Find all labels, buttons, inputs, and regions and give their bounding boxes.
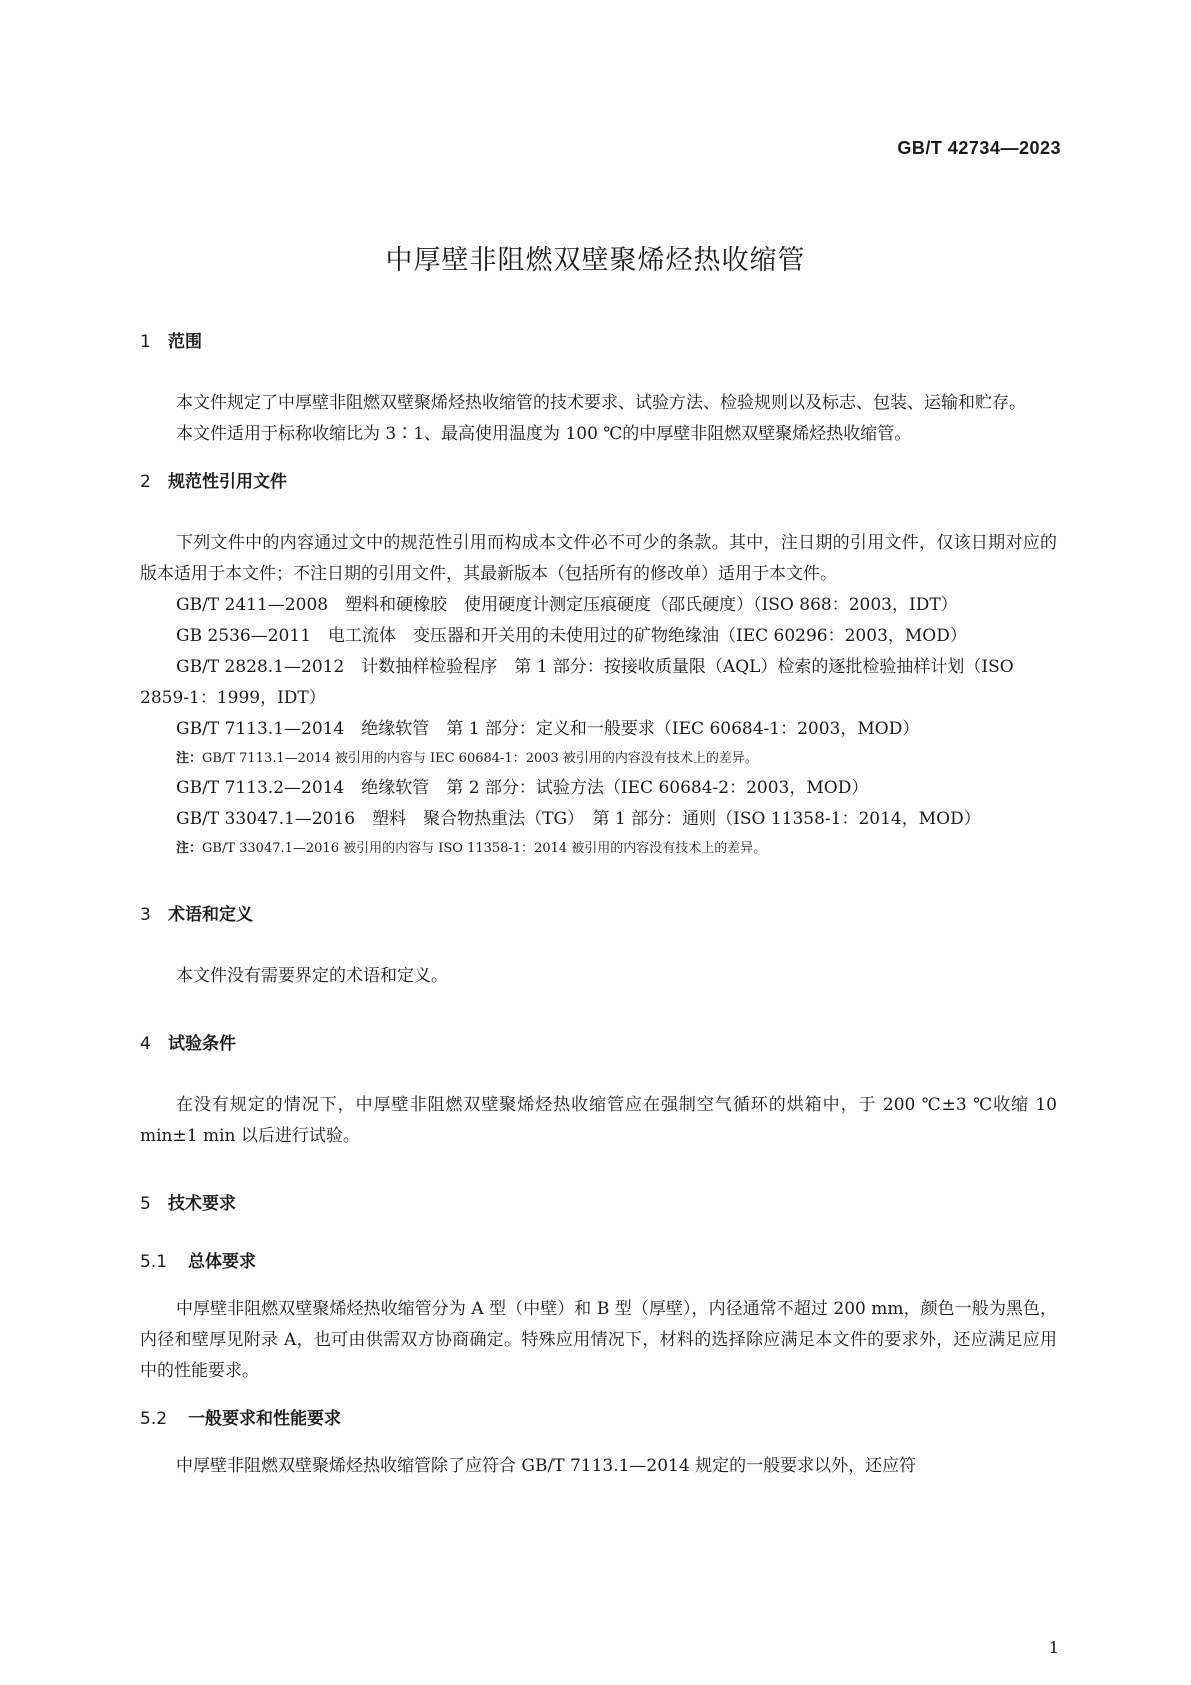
section-number: 2 bbox=[140, 472, 151, 492]
standard-code: GB/T 42734—2023 bbox=[897, 138, 1061, 158]
subsection-5-2-heading bbox=[140, 1407, 1057, 1431]
section-title: 范围 bbox=[168, 332, 202, 352]
section-number: 5 bbox=[140, 1194, 151, 1214]
reference-item: GB/T 7113.2—2014 绝缘软管 第 2 部分：试验方法（IEC 60684-2：2003，MOD） bbox=[176, 778, 869, 798]
paragraph: 本文件规定了中厚壁非阻燃双壁聚烯烃热收缩管的技术要求、试验方法、检验规则以及标志、包装、运输和贮存。 bbox=[176, 393, 1026, 413]
document-title: 中厚壁非阻燃双壁聚烯烃热收缩管 bbox=[385, 245, 806, 276]
section-title: 规范性引用文件 bbox=[168, 472, 287, 492]
paragraph: 本文件适用于标称收缩比为 3∶1、最高使用温度为 100 ℃的中厚壁非阻燃双壁聚烯烃热收缩管。 bbox=[176, 424, 912, 444]
paragraph: 中厚壁非阻燃双壁聚烯烃热收缩管除了应符合 GB/T 7113.1—2014 规定的一般要求以外，还应符 bbox=[176, 1456, 917, 1476]
reference-item: GB/T 2828.1—2012 计数抽样检验程序 第 1 部分：按接收质量限（AQL）检索的逐批检验抽样计划（ISO 2859-1：1999，IDT） bbox=[140, 657, 1014, 708]
section-number: 4 bbox=[140, 1034, 151, 1054]
section-number: 1 bbox=[140, 332, 151, 352]
subsection-5-1-heading bbox=[140, 1250, 1057, 1274]
page-number: 1 bbox=[1048, 1638, 1059, 1657]
document-body bbox=[140, 330, 1057, 1482]
subsection-number: 5.2 bbox=[140, 1409, 168, 1429]
reference-item: GB/T 2411—2008 塑料和硬橡胶 使用硬度计测定压痕硬度（邵氏硬度）（ISO 868：2003，IDT） bbox=[176, 595, 958, 615]
note bbox=[140, 745, 1057, 773]
section-4-heading bbox=[140, 1032, 1057, 1056]
section-title: 术语和定义 bbox=[168, 905, 253, 925]
note-text: GB/T 7113.1—2014 被引用的内容与 IEC 60684-1：2003 被引用的内容没有技术上的差异。 bbox=[202, 751, 758, 766]
subsection-number: 5.1 bbox=[140, 1252, 168, 1272]
section-3-heading bbox=[140, 903, 1057, 927]
reference-item: GB/T 33047.1—2016 塑料 聚合物热重法（TG） 第 1 部分：通则（ISO 11358-1：2014，MOD） bbox=[176, 809, 981, 829]
section-1-heading bbox=[140, 330, 1057, 354]
section-number: 3 bbox=[140, 905, 151, 925]
section-title: 技术要求 bbox=[168, 1194, 236, 1214]
section-5-heading bbox=[140, 1192, 1057, 1216]
subsection-title: 总体要求 bbox=[188, 1252, 256, 1272]
note-text: GB/T 33047.1—2016 被引用的内容与 ISO 11358-1：2014 被引用的内容没有技术上的差异。 bbox=[202, 841, 767, 856]
note bbox=[140, 835, 1057, 863]
note-label: 注： bbox=[176, 841, 203, 856]
paragraph: 中厚壁非阻燃双壁聚烯烃热收缩管分为 A 型（中壁）和 B 型（厚壁），内径通常不超过 200 mm，颜色一般为黑色，内径和壁厚见附录 A，也可由供需双方协商确定。特殊应用情况下，材料的选择除应满足本文件的要求外，还应满足应用中的性能要求。 bbox=[140, 1299, 1057, 1381]
reference-item: GB/T 7113.1—2014 绝缘软管 第 1 部分：定义和一般要求（IEC 60684-1：2003，MOD） bbox=[176, 719, 920, 739]
paragraph: 在没有规定的情况下，中厚壁非阻燃双壁聚烯烃热收缩管应在强制空气循环的烘箱中，于 200 ℃±3 ℃收缩 10 min±1 min 以后进行试验。 bbox=[140, 1095, 1057, 1146]
section-2-heading bbox=[140, 470, 1057, 494]
reference-item: GB 2536—2011 电工流体 变压器和开关用的未使用过的矿物绝缘油（IEC 60296：2003，MOD） bbox=[176, 626, 967, 646]
section-title: 试验条件 bbox=[168, 1034, 236, 1054]
paragraph: 本文件没有需要界定的术语和定义。 bbox=[176, 966, 448, 986]
subsection-title: 一般要求和性能要求 bbox=[188, 1409, 341, 1429]
paragraph: 下列文件中的内容通过文中的规范性引用而构成本文件必不可少的条款。其中，注日期的引用文件，仅该日期对应的版本适用于本文件；不注日期的引用文件，其最新版本（包括所有的修改单）适用于本文件。 bbox=[140, 533, 1057, 584]
note-label: 注： bbox=[176, 751, 203, 766]
